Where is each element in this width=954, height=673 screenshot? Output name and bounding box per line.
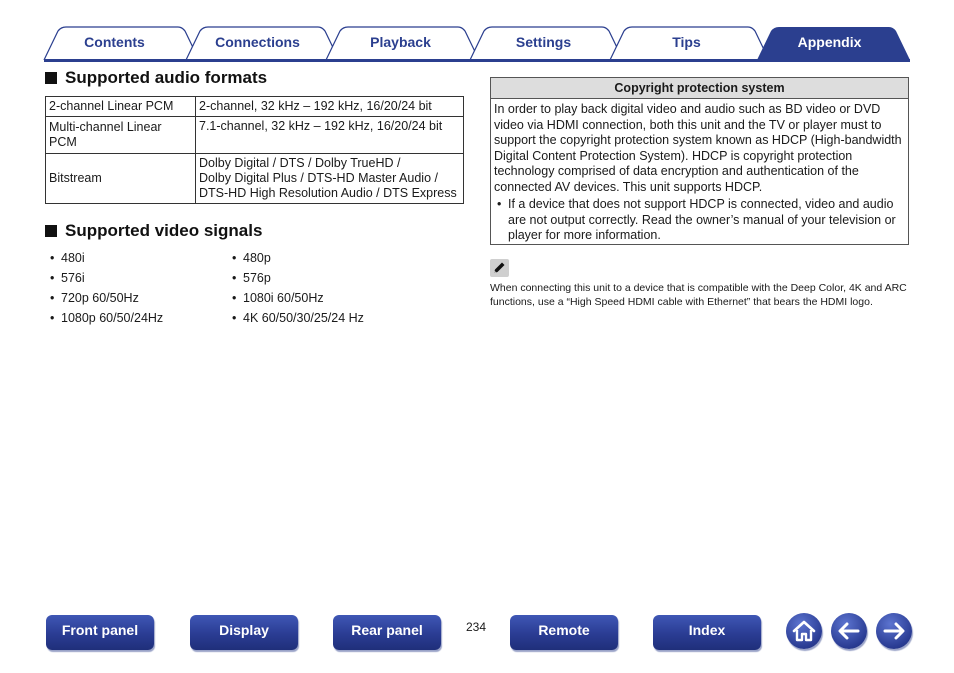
tab-tips[interactable]: Tips bbox=[672, 34, 701, 50]
tab-shapes bbox=[0, 0, 954, 64]
forward-arrow-icon bbox=[876, 613, 912, 649]
table-row bbox=[46, 117, 464, 154]
tab-connections[interactable]: Connections bbox=[215, 34, 300, 50]
tab-appendix[interactable]: Appendix bbox=[797, 34, 862, 50]
note-text: When connecting this unit to a device that is compatible with the Deep Color, 4K and ARC functions, use a “High Speed HDMI cable with Ethernet” that bears the HDMI logo. bbox=[490, 282, 907, 308]
copyright-protection-box bbox=[490, 77, 909, 245]
audio-formats-title: Supported audio formats bbox=[65, 68, 268, 87]
front-panel-button[interactable]: Front panel bbox=[46, 615, 154, 650]
rear-panel-button[interactable]: Rear panel bbox=[333, 615, 441, 650]
format-cell: Multi-channel Linear PCM bbox=[46, 117, 196, 154]
home-icon bbox=[786, 613, 822, 649]
pencil-icon bbox=[490, 259, 509, 277]
list-item: • 1080i 60/50Hz bbox=[227, 290, 364, 310]
spec-line: Dolby Digital / DTS / Dolby TrueHD / bbox=[199, 156, 401, 170]
tab-contents[interactable]: Contents bbox=[84, 34, 145, 50]
video-signals-list-right bbox=[227, 250, 364, 330]
audio-formats-table bbox=[45, 96, 464, 204]
video-signals-title: Supported video signals bbox=[65, 221, 263, 240]
back-arrow-icon bbox=[831, 613, 867, 649]
tab-settings[interactable]: Settings bbox=[515, 34, 572, 50]
tab-playback[interactable]: Playback bbox=[370, 34, 431, 50]
spec-cell bbox=[196, 154, 464, 204]
list-item: • 1080p 60/50/24Hz bbox=[45, 310, 163, 330]
spec-line: DTS-HD High Resolution Audio / DTS Express bbox=[199, 186, 457, 200]
copyright-box-title: Copyright protection system bbox=[491, 78, 908, 99]
square-bullet-icon bbox=[45, 72, 57, 84]
format-cell: 2-channel Linear PCM bbox=[46, 97, 196, 117]
copyright-box-body bbox=[491, 99, 908, 244]
table-row bbox=[46, 154, 464, 204]
spec-cell: 2-channel, 32 kHz – 192 kHz, 16/20/24 bit bbox=[196, 97, 464, 117]
tab-underline bbox=[44, 59, 910, 62]
list-item: • 576p bbox=[227, 270, 364, 290]
display-button[interactable]: Display bbox=[190, 615, 298, 650]
home-button[interactable] bbox=[786, 613, 822, 649]
list-item: • 576i bbox=[45, 270, 163, 290]
format-cell: Bitstream bbox=[46, 154, 196, 204]
list-item: • 480p bbox=[227, 250, 364, 270]
forward-button[interactable] bbox=[876, 613, 912, 649]
spec-line: Dolby Digital Plus / DTS-HD Master Audio / bbox=[199, 171, 438, 185]
list-item: • 720p 60/50Hz bbox=[45, 290, 163, 310]
table-row bbox=[46, 97, 464, 117]
remote-button[interactable]: Remote bbox=[510, 615, 618, 650]
index-button[interactable]: Index bbox=[653, 615, 761, 650]
copyright-paragraph: In order to play back digital video and audio such as BD video or DVD video via HDMI connection, both this unit and the TV or player must to support the copyright protection system known as HDCP (High-bandwidth Digital Content Protection System). HDCP is copyright protection technology comprised of data encryption and authentication of the connected AV devices. This unit supports HDCP. bbox=[494, 102, 902, 194]
spec-cell: 7.1-channel, 32 kHz – 192 kHz, 16/20/24 bit bbox=[196, 117, 464, 154]
list-item: • 480i bbox=[45, 250, 163, 270]
page-number: 234 bbox=[466, 620, 487, 634]
back-button[interactable] bbox=[831, 613, 867, 649]
square-bullet-icon bbox=[45, 225, 57, 237]
video-signals-heading bbox=[45, 221, 262, 241]
copyright-bullet: • If a device that does not support HDCP is connected, video and audio are not output correctly. Read the owner’s manual of your television or player for more information. bbox=[494, 197, 904, 244]
video-signals-list-left bbox=[45, 250, 163, 330]
top-tab-bar bbox=[0, 0, 954, 64]
list-item: • 4K 60/50/30/25/24 Hz bbox=[227, 310, 364, 330]
audio-formats-heading bbox=[45, 68, 267, 88]
